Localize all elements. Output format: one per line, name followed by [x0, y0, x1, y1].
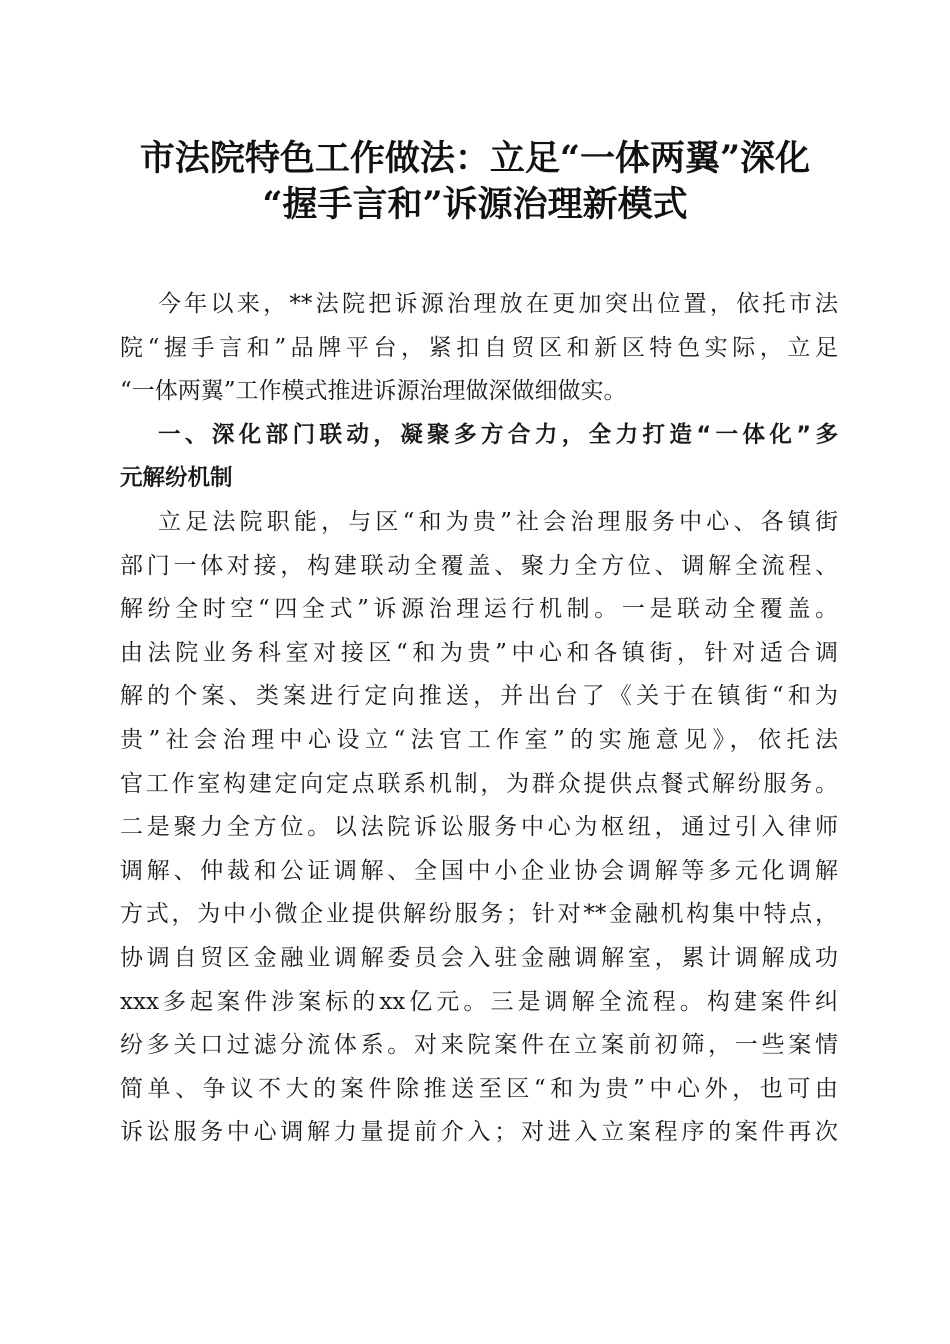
paragraph-line: 协调自贸区金融业调解委员会入驻金融调解室，累计调解成功 [120, 944, 838, 971]
paragraph-line: 部门一体对接，构建联动全覆盖、聚力全方位、调解全流程、 [120, 552, 838, 579]
title-line-2: “握手言和”诉源治理新模式 [262, 184, 688, 225]
section-heading-1 [120, 414, 838, 501]
paragraph-line: 二是聚力全方位。以法院诉讼服务中心为枢纽，通过引入律师 [120, 814, 838, 841]
heading-line: 元解纷机制 [120, 465, 233, 492]
paragraph-line: 解的个案、类案进行定向推送，并出台了《关于在镇街“和为 [120, 683, 838, 710]
paragraph-line: 由法院业务科室对接区“和为贵”中心和各镇街，针对适合调 [120, 639, 838, 666]
paragraph-line: 调解、仲裁和公证调解、全国中小企业协会调解等多元化调解 [120, 857, 838, 884]
paragraph-line: “一体两翼”工作模式推进诉源治理做深做细做实。 [120, 378, 627, 405]
heading-line: 一、深化部门联动，凝聚多方合力，全力打造“一体化”多 [158, 421, 838, 448]
paragraph-line: 贵”社会治理中心设立“法官工作室”的实施意见》，依托法 [120, 726, 838, 753]
title-line-1: 市法院特色工作做法：立足“一体两翼”深化 [139, 138, 811, 179]
document-title [100, 136, 850, 228]
paragraph-line: 院“握手言和”品牌平台，紧扣自贸区和新区特色实际，立足 [120, 334, 838, 361]
paragraph-line: 简单、争议不大的案件除推送至区“和为贵”中心外，也可由 [120, 1075, 838, 1102]
paragraph-line: 官工作室构建定向定点联系机制，为群众提供点餐式解纷服务。 [120, 770, 838, 797]
section-1-paragraph [120, 501, 838, 1155]
document-body [120, 283, 838, 1155]
paragraph-line: 立足法院职能，与区“和为贵”社会治理服务中心、各镇街 [158, 508, 838, 535]
intro-paragraph [120, 283, 838, 414]
paragraph-line: 解纷全时空“四全式”诉源治理运行机制。一是联动全覆盖。 [120, 596, 838, 623]
paragraph-line: 诉讼服务中心调解力量提前介入；对进入立案程序的案件再次 [120, 1119, 838, 1146]
paragraph-line: xxx多起案件涉案标的xx亿元。三是调解全流程。构建案件纠 [120, 988, 838, 1015]
paragraph-line: 方式，为中小微企业提供解纷服务；针对**金融机构集中特点， [120, 901, 838, 928]
paragraph-line: 今年以来，**法院把诉源治理放在更加突出位置，依托市法 [158, 291, 838, 317]
paragraph-line: 纷多关口过滤分流体系。对来院案件在立案前初筛，一些案情 [120, 1032, 838, 1059]
